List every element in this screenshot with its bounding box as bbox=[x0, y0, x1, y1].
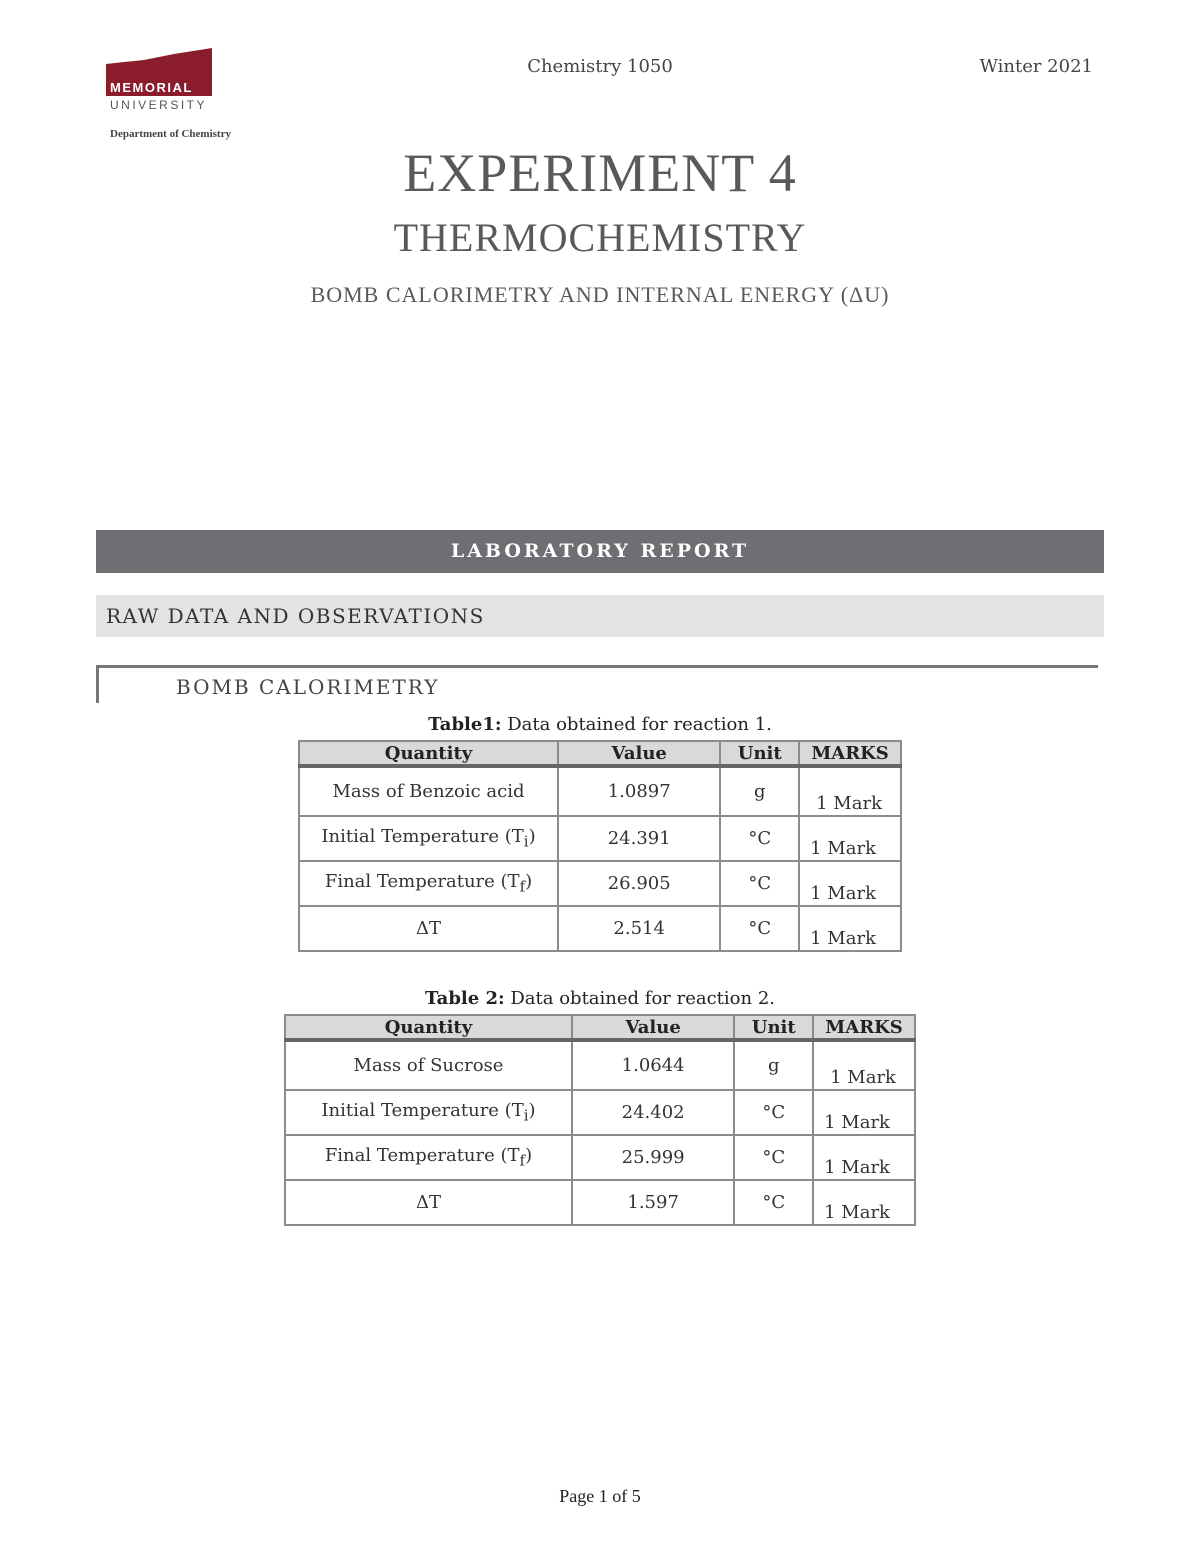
cell-value: 24.391 bbox=[558, 816, 720, 861]
cell-value: 1.0644 bbox=[572, 1040, 734, 1090]
page-number: Page 1 of 5 bbox=[559, 1486, 641, 1506]
cell-unit: °C bbox=[720, 861, 799, 906]
cell-unit: °C bbox=[734, 1135, 813, 1180]
experiment-title: EXPERIMENT 4 bbox=[403, 143, 797, 203]
course-name: Chemistry 1050 bbox=[527, 56, 673, 77]
subsection-tick bbox=[96, 665, 99, 703]
header-marks: MARKS bbox=[813, 1015, 915, 1040]
subsection-title: BOMB CALORIMETRY bbox=[176, 675, 440, 699]
header-value: Value bbox=[558, 741, 720, 766]
cell-value: 1.597 bbox=[572, 1180, 734, 1225]
section-header bbox=[96, 595, 1104, 637]
table1-caption bbox=[0, 714, 1200, 735]
cell-marks: 1 Mark bbox=[799, 906, 901, 951]
table-row bbox=[285, 1180, 915, 1225]
cell-quantity: Final Temperature $(T_f)$ bbox=[299, 861, 558, 906]
cell-marks: 1 Mark bbox=[813, 1180, 915, 1225]
cell-unit: °C bbox=[720, 906, 799, 951]
cell-value: 25.999 bbox=[572, 1135, 734, 1180]
table1 bbox=[298, 740, 902, 952]
cell-marks: 1 Mark bbox=[813, 1040, 915, 1090]
cell-marks: 1 Mark bbox=[799, 816, 901, 861]
cell-unit: °C bbox=[734, 1180, 813, 1225]
table-row bbox=[299, 766, 901, 816]
cell-unit: °C bbox=[720, 816, 799, 861]
cell-value: 2.514 bbox=[558, 906, 720, 951]
cell-quantity: Final Temperature $(T_f)$ bbox=[285, 1135, 572, 1180]
cell-marks: 1 Mark bbox=[799, 766, 901, 816]
header-marks: MARKS bbox=[799, 741, 901, 766]
table2 bbox=[284, 1014, 916, 1226]
header-quantity: Quantity bbox=[285, 1015, 572, 1040]
cell-quantity: ΔT bbox=[299, 906, 558, 951]
term-label: Winter 2021 bbox=[979, 56, 1093, 77]
header-unit: Unit bbox=[734, 1015, 813, 1040]
cell-quantity: Mass of Sucrose bbox=[285, 1040, 572, 1090]
experiment-subtitle: BOMB CALORIMETRY AND INTERNAL ENERGY (ΔU) bbox=[310, 282, 890, 307]
header-value: Value bbox=[572, 1015, 734, 1040]
section-title: RAW DATA AND OBSERVATIONS bbox=[106, 604, 485, 628]
logo-department: Department of Chemistry bbox=[110, 128, 231, 140]
table-row bbox=[285, 1135, 915, 1180]
table-row bbox=[299, 816, 901, 861]
topic-title: THERMOCHEMISTRY bbox=[393, 215, 807, 260]
table2-caption-text: Data obtained for reaction 2. bbox=[504, 988, 775, 1009]
header-unit: Unit bbox=[720, 741, 799, 766]
table-row bbox=[299, 906, 901, 951]
cell-quantity: ΔT bbox=[285, 1180, 572, 1225]
cell-value: 24.402 bbox=[572, 1090, 734, 1135]
cell-marks: 1 Mark bbox=[813, 1135, 915, 1180]
cell-value: 1.0897 bbox=[558, 766, 720, 816]
cell-marks: 1 Mark bbox=[799, 861, 901, 906]
table2-caption bbox=[0, 988, 1200, 1009]
cell-quantity: Initial Temperature $(T_i)$ bbox=[285, 1090, 572, 1135]
table2-caption-label: Table 2: bbox=[424, 988, 505, 1009]
header-quantity: Quantity bbox=[299, 741, 558, 766]
table-row bbox=[299, 861, 901, 906]
cell-unit: g bbox=[734, 1040, 813, 1090]
table1-caption-label: Table1: bbox=[428, 714, 502, 735]
cell-unit: g bbox=[720, 766, 799, 816]
cell-unit: °C bbox=[734, 1090, 813, 1135]
logo-word-memorial: MEMORIAL bbox=[110, 80, 193, 95]
cell-value: 26.905 bbox=[558, 861, 720, 906]
cell-marks: 1 Mark bbox=[813, 1090, 915, 1135]
table-header-row bbox=[299, 741, 901, 766]
table-row bbox=[285, 1090, 915, 1135]
table-header-row bbox=[285, 1015, 915, 1040]
report-banner: LABORATORY REPORT bbox=[96, 530, 1104, 573]
cell-quantity: Initial Temperature $(T_i)$ bbox=[299, 816, 558, 861]
cell-quantity: Mass of Benzoic acid bbox=[299, 766, 558, 816]
table-row bbox=[285, 1040, 915, 1090]
table1-caption-text: Data obtained for reaction 1. bbox=[501, 714, 772, 735]
subsection-rule bbox=[96, 665, 1098, 668]
logo-word-university: UNIVERSITY bbox=[110, 98, 208, 112]
